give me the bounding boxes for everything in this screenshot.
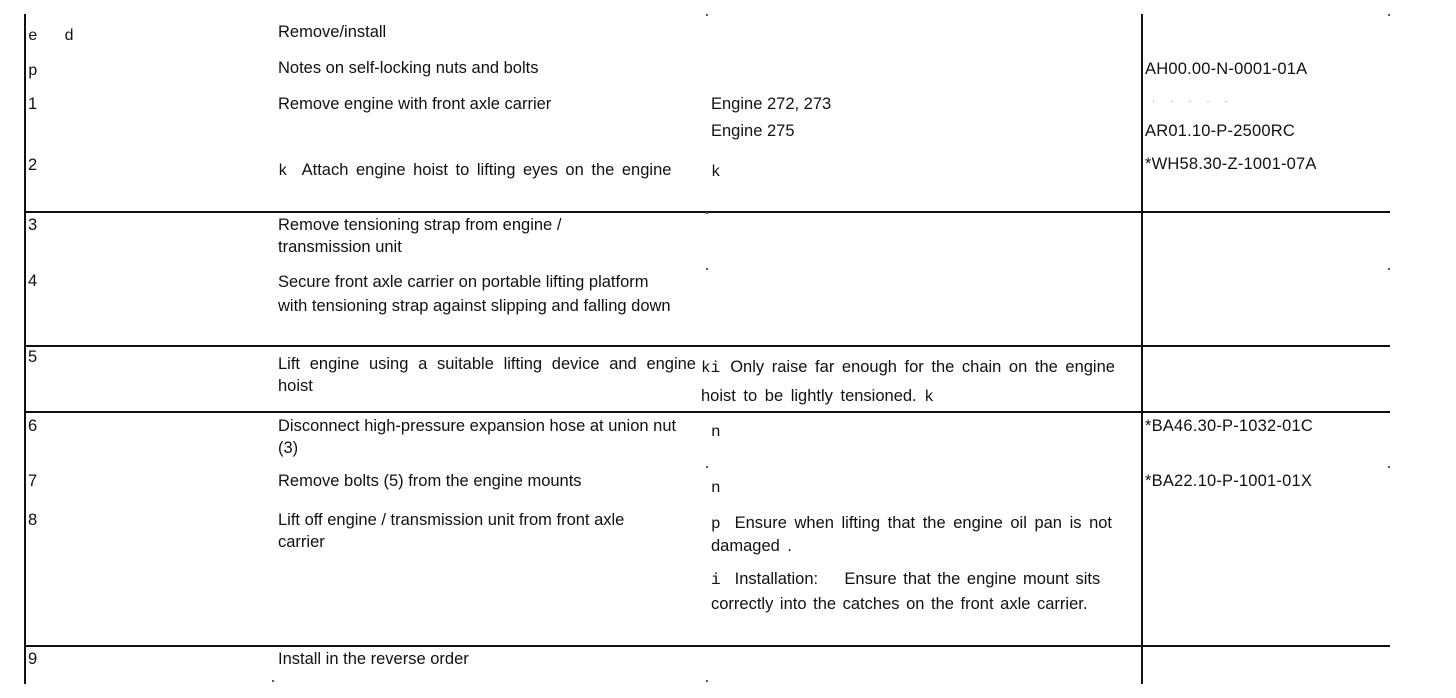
header-symbol-a: e bbox=[28, 27, 38, 45]
step-action: Remove engine with front axle carrier bbox=[278, 95, 552, 113]
step-number: 6 bbox=[28, 417, 38, 435]
reference-code: *BA22.10-P-1001-01X bbox=[1145, 472, 1313, 490]
installation-note-text: Installation: Ensure that the engine mount sits correctly into the catches on the front axle carrier. bbox=[711, 570, 1107, 613]
row-divider-8-9 bbox=[24, 645, 1390, 647]
installation-note bbox=[711, 567, 1107, 616]
step-number: 9 bbox=[28, 650, 38, 668]
step-note-text: Only raise far enough for the chain on the engine hoist to be lightly tensioned. bbox=[701, 358, 1115, 405]
row-divider-4-5 bbox=[24, 345, 1390, 347]
step-note-engine-a: Engine 272, 273 bbox=[711, 95, 832, 113]
table-left-border bbox=[24, 14, 26, 684]
reference-code: AR01.10-P-2500RC bbox=[1145, 122, 1295, 140]
step-action: Install in the reverse order bbox=[278, 650, 469, 668]
reference-code: *WH58.30-Z-1001-07A bbox=[1145, 155, 1317, 173]
step-note-engine-b: Engine 275 bbox=[711, 122, 795, 140]
reference-code: *BA46.30-P-1032-01C bbox=[1145, 417, 1313, 435]
step-number: 3 bbox=[28, 216, 38, 234]
caution-end-symbol: k bbox=[924, 388, 934, 406]
step-action: Lift off engine / transmission unit from front axle carrier bbox=[278, 511, 625, 551]
step-action: Remove tensioning strap from engine / transmission unit bbox=[278, 216, 562, 256]
step-action: Notes on self-locking nuts and bolts bbox=[278, 59, 539, 77]
scan-dot bbox=[706, 268, 708, 270]
scan-dot bbox=[1388, 268, 1390, 270]
column-divider-refs bbox=[1141, 14, 1143, 684]
step-number: p bbox=[28, 62, 38, 80]
step-number: 2 bbox=[28, 156, 38, 174]
step-number: 4 bbox=[28, 272, 38, 290]
step-note-text: Ensure when lifting that the engine oil pan is not damaged . bbox=[711, 514, 1113, 555]
step-action-text: Attach engine hoist to lifting eyes on the engine bbox=[301, 161, 672, 179]
step-number: 8 bbox=[28, 511, 38, 529]
header-symbol-b: d bbox=[64, 27, 74, 45]
step-number: 1 bbox=[28, 95, 38, 113]
step-action: Secure front axle carrier on portable lifting platform with tensioning strap against slipping and falling down bbox=[278, 273, 671, 315]
step-action: Disconnect high-pressure expansion hose at union nut (3) bbox=[278, 417, 677, 457]
scan-dot bbox=[706, 466, 708, 468]
note-symbol: n bbox=[711, 423, 721, 441]
header-symbols bbox=[28, 24, 74, 47]
step-note bbox=[701, 353, 1129, 411]
scan-dot bbox=[706, 14, 708, 16]
reference-code: AH00.00-N-0001-01A bbox=[1145, 60, 1308, 78]
scan-dot bbox=[272, 680, 274, 682]
step-number: 7 bbox=[28, 472, 38, 490]
step-action: Remove bolts (5) from the engine mounts bbox=[278, 472, 582, 490]
step-number: 5 bbox=[28, 348, 38, 366]
scan-dot bbox=[706, 212, 708, 214]
caution-symbol: ki bbox=[701, 359, 721, 377]
step-action bbox=[278, 159, 688, 182]
note-symbol: p bbox=[711, 515, 721, 533]
note-symbol: k bbox=[711, 163, 721, 181]
step-action: Lift engine using a suitable lifting device and engine hoist bbox=[278, 355, 696, 395]
warning-symbol: k bbox=[278, 162, 288, 180]
scan-dot bbox=[1388, 466, 1390, 468]
note-symbol: n bbox=[711, 479, 721, 497]
installation-symbol: i bbox=[711, 571, 721, 589]
step-note bbox=[711, 512, 1136, 557]
header-action: Remove/install bbox=[278, 23, 387, 41]
scan-dot bbox=[1388, 14, 1390, 16]
scan-dot bbox=[706, 680, 708, 682]
row-divider-5-6 bbox=[24, 411, 1390, 413]
scan-noise: · · · · · bbox=[1152, 96, 1234, 107]
